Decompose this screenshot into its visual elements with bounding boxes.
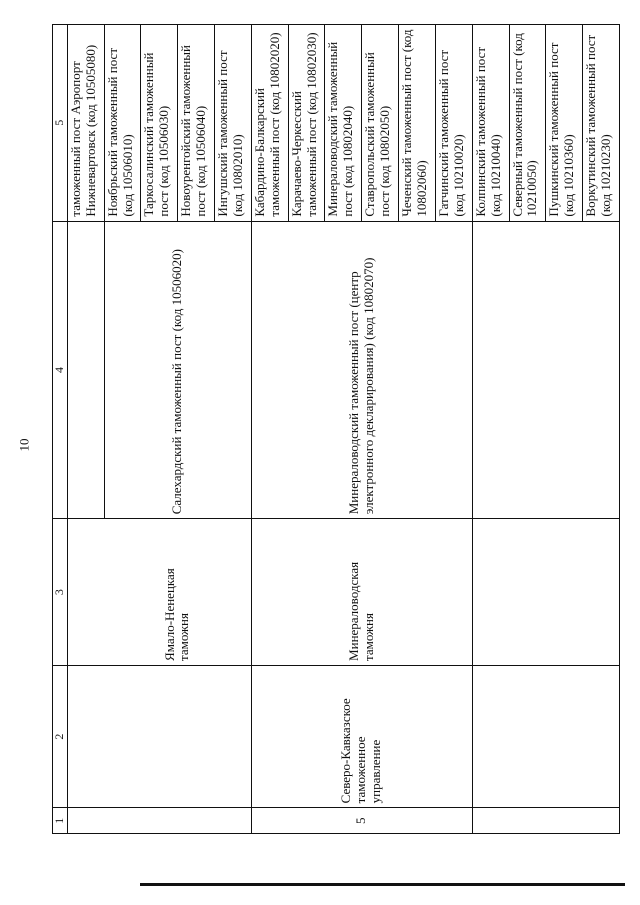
post-col4-cell <box>472 221 509 519</box>
table-row <box>67 25 104 834</box>
post-col5-cell: Пушкинский таможенный пост (код 10210360) <box>546 25 583 222</box>
rotated-table-container <box>52 24 620 834</box>
post-col5-cell: Чеченский таможенный пост (код 10802060) <box>399 25 436 222</box>
row-number-cell <box>104 808 141 834</box>
row-number-cell <box>583 808 620 834</box>
directorate-cell <box>509 665 546 807</box>
row-number-cell <box>141 808 178 834</box>
customs-cell <box>546 519 583 666</box>
customs-cell <box>67 519 104 666</box>
header-cell-2: 2 <box>53 665 68 807</box>
table-row <box>251 25 288 834</box>
post-col4-cell <box>583 221 620 519</box>
post-col5-cell: Карачаево-Черкесский таможенный пост (код 10802030) <box>288 25 325 222</box>
directorate-cell <box>546 665 583 807</box>
customs-posts-table <box>52 24 620 834</box>
header-cell-3: 3 <box>53 519 68 666</box>
header-cell-1: 1 <box>53 808 68 834</box>
row-number-cell: 5 <box>251 808 472 834</box>
post-col4-name-cell: Минераловодский таможенный пост (центр электронного декларирования) (код 10802070) <box>251 221 472 519</box>
directorate-cell <box>215 665 252 807</box>
post-col5-cell: Северный таможенный пост (код 10210050) <box>509 25 546 222</box>
customs-name-cell: Минераловодская таможня <box>251 519 472 666</box>
table-row <box>472 25 509 834</box>
row-number-cell <box>509 808 546 834</box>
post-col4-cell <box>509 221 546 519</box>
post-col5-cell: таможенный пост Аэропорт Нижневартовск (код 10505080) <box>67 25 104 222</box>
post-col4-cell <box>546 221 583 519</box>
page-number: 10 <box>16 438 32 452</box>
row-number-cell <box>546 808 583 834</box>
table-row <box>583 25 620 834</box>
customs-cell <box>472 519 509 666</box>
directorate-cell <box>141 665 178 807</box>
customs-cell <box>583 519 620 666</box>
directorate-name-cell: Северо-Кавказское таможенное управление <box>251 665 472 807</box>
directorate-cell <box>178 665 215 807</box>
table-row <box>546 25 583 834</box>
post-col5-cell: Ставропольский таможенный пост (код 10802050) <box>362 25 399 222</box>
post-col5-cell: Минераловодский таможенный пост (код 10802040) <box>325 25 362 222</box>
customs-cell <box>509 519 546 666</box>
row-number-cell <box>67 808 104 834</box>
post-col5-cell: Гатчинский таможенный пост (код 10210020) <box>435 25 472 222</box>
post-col4-cell <box>67 221 104 519</box>
row-number-cell <box>178 808 215 834</box>
table-header-row <box>53 25 68 834</box>
post-col5-cell: Воркутинский таможенный пост (код 10210230) <box>583 25 620 222</box>
customs-name-cell: Ямало-Ненецкая таможня <box>104 519 251 666</box>
post-col5-cell: Колпинский таможенный пост (код 10210040) <box>472 25 509 222</box>
directorate-cell <box>472 665 509 807</box>
post-col4-name-cell: Салехардский таможенный пост (код 10506020) <box>104 221 251 519</box>
row-number-cell <box>472 808 509 834</box>
post-col5-cell: Ноябрьский таможенный пост (код 10506010) <box>104 25 141 222</box>
footer-rule <box>140 883 625 886</box>
header-cell-4: 4 <box>53 221 68 519</box>
table-row <box>509 25 546 834</box>
post-col5-cell: Кабардино-Балкарский таможенный пост (код 10802020) <box>251 25 288 222</box>
row-number-cell <box>215 808 252 834</box>
post-col5-cell: Новоуренгойский таможенный пост (код 10506040) <box>178 25 215 222</box>
post-col5-cell: Ингушский таможенный пост (код 10802010) <box>215 25 252 222</box>
post-col5-cell: Таркосалинский таможенный пост (код 10506030) <box>141 25 178 222</box>
header-cell-5: 5 <box>53 25 68 222</box>
table-row <box>104 25 141 834</box>
directorate-cell <box>104 665 141 807</box>
directorate-cell <box>67 665 104 807</box>
directorate-cell <box>583 665 620 807</box>
